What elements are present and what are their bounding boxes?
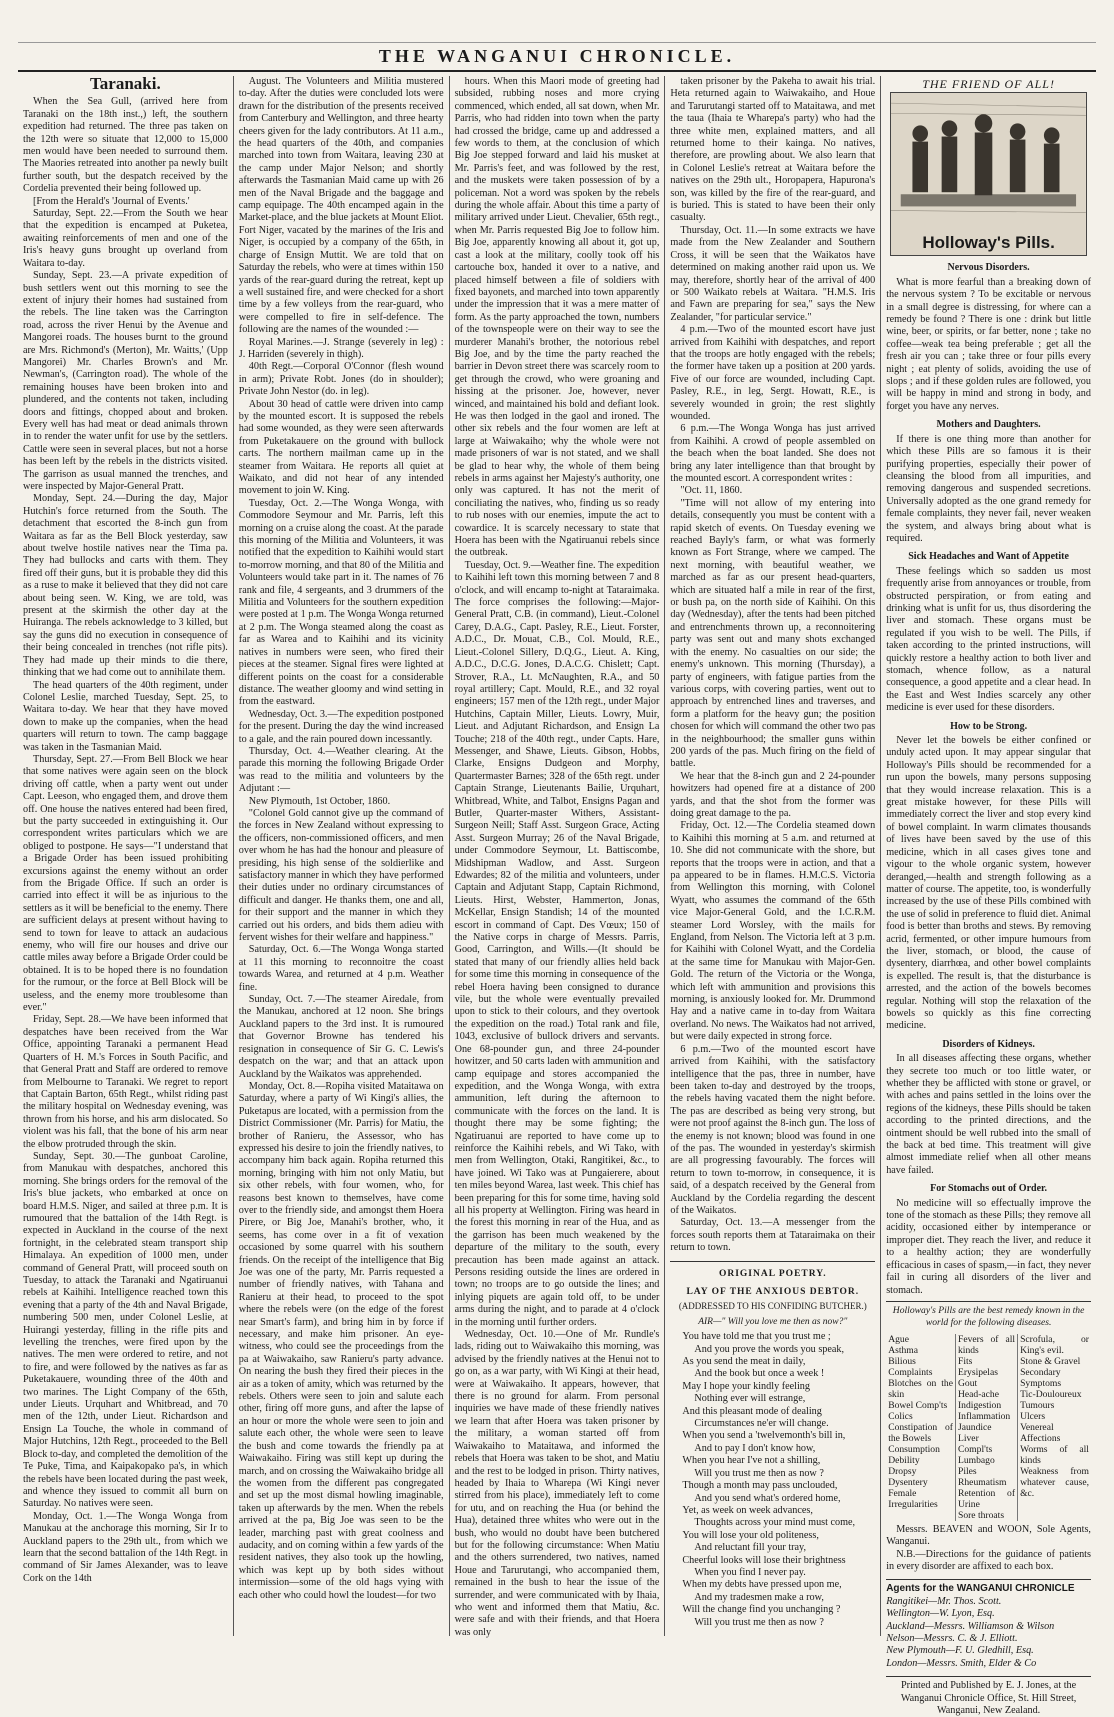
poem-line: Will you trust me then as now ? bbox=[694, 1616, 824, 1628]
article-paragraph: taken prisoner by the Pakeha to await his trial. Heta returned again to Waiwakaiho, and Houe and Tarurutangi started off to Mataitawa, and met the taua (Ihaia te Wharepa's party) who had the three white men, explained matters, and all returned home to their kainga. No natives, therefore, are prowling about. We also learn that in Colonel Leslie's retreat at Waitara before the natives on the 29th ult., Horopapera, Hapurona's son, was killed by the fire of the rear-guard, and is buried. This is stated to have been their only casualty. bbox=[670, 76, 876, 224]
article-paragraph: Saturday, Sept. 22.—From the South we hear that the expedition is encamped at Puketea, awaiting reinforcements of men and one of the Iris's heavy guns brought up overland from Waitara to-day. bbox=[23, 208, 228, 269]
disease-item: Inflammation bbox=[957, 1410, 1011, 1422]
article-paragraph: Tuesday, Oct. 9.—Weather fine. The expedition to Kaihihi left town this morning between 7 and 8 o'clock, and will encamp to-night at Tataraimaka. The force comprises the following:—Major-General Pratt, C.B. (in command), Lieut.-Colonel Carey, D.A.G., Capt. Pasley, R.E., Lieut. Forster, A.D.C., Dr. Mouat, C.B., Col. Mould, R.E., Lieut.-Colonel Sillery, D.Q.G., Lieut. A. King, A.D.C., D.C.G. Jones, D.A.C.G. Chislett; Capt. Strover, R.A., Lt. McNaughten, R.A., and 50 royal artillery; Capt. Mould, R.E., and 32 royal engineers; 157 men of the 12th regt., under Major Hutchins, Captain Miller, Lieuts. Lowry, Muir, Lieut. and Adjutant Richardson, and Ensign La Touche; 218 of the 40th regt., under Capts. Hare, Messenger, and Shawe, Lieuts. Gibson, Hobbs, Clarke, Ensigns Dudgeon and Morphy, Quartermaster Barnes; 328 of the 65th regt. under Captain Strange, Lieutenants Bailie, Urquhart, Whitbread, White, and Talbot, Ensigns Pagan and Butler, Quarter-master Withers, Assistant-Surgeon Neill; Staff Asst. Surgeon Grace, Acting Asst. Surgeon Murray; 26 of the Naval Brigade, under Commodore Seymour, Lt. Battiscombe, Midshipman Wadlow, and Asst. Surgeon Edwardes; 82 of the militia and volunteers, under Captain and Adjutant Stapp, Captain Richmond, Lieuts. Hirst, Webster, Hammerton, Jonas, McKellar, Ensign Standish; 14 of the mounted escort in command of Capt. Des Vœux; 150 of the Native corps in charge of Messrs. Parris, Good, Carrington, and Wills.—(It should be stated that many of our friendly allies held back for some time this morning in consequence of the rebel Hoera having been consigned to durance vile, but the whole were eventually prevailed upon to stick to their colours, and they overtook the expedition on the road.) Total rank and file, 1043, exclusive of bullock drivers and servants. One 68-pounder gun, and three 24-pounder howitzer, and 50 carts laden with ammunition and camp equipage and stores accompanied the expedition, and the Wonga Wonga, with extra ammunition, left during the afternoon to communicate with the forces on the land. It is thought there may be some fighting; the Ngatiruanui are reported to have come up to reinforce the Kaihihi rebels, and Wi Tako, with men from Wellington, Otaki, Rangitikei, &c., to have joined. Wi Tako was at Pungaierere, about ten miles beyond Warea, last week. This chief has been preparing for this for some time, having sold all his property at Wellington. Firing was heard in the forest this morning in rear of the Hua, and as the garrison has been much weakened by the departure of the military to the south, every precaution has been made against an attack. Persons residing outside the lines are ordered in town; no troops are to go outside the lines; and inlying piquets are again told off, to be under arms during the night, and to parade at 4 o'clock in the morning until further orders. bbox=[454, 559, 660, 1328]
poem-line: When you send a 'twelvemonth's bill in, bbox=[682, 1430, 846, 1442]
top-rule bbox=[18, 42, 1096, 43]
poem-line: When you hear I've not a shilling, bbox=[682, 1455, 821, 1467]
disease-item: Rheumatism bbox=[957, 1476, 1007, 1488]
article-paragraph: 40th Regt.—Corporal O'Connor (flesh wound in arm); Private Robt. Jones (do in shoulder); Private John Nestor (do. in leg). bbox=[238, 361, 444, 398]
disease-item: Head-ache bbox=[957, 1388, 999, 1400]
advert-section-title: Nervous Disorders. bbox=[947, 262, 1030, 274]
article-paragraph: Royal Marines.—J. Strange (severely in leg) : J. Harriden (severely in thigh). bbox=[238, 336, 444, 360]
disease-item: Ague bbox=[888, 1333, 909, 1345]
disease-item: Female Irregularities bbox=[888, 1487, 938, 1510]
disease-item: Secondary Symptoms bbox=[1020, 1366, 1062, 1389]
disease-item: Weakness from whatever cause, &c. bbox=[1020, 1465, 1089, 1499]
disease-item: Fits bbox=[957, 1355, 973, 1367]
article-paragraph: 6 p.m.—The Wonga Wonga has just arrived from Kaihihi. A crowd of people assembled on the beach when the boat landed. She does not bring any later intelligence than that brought by the mounted escort. A correspondent writes : bbox=[670, 423, 876, 484]
poem-line: Thoughts across your mind must come, bbox=[694, 1517, 856, 1529]
poem-line: Cheerful looks will lose their brightness bbox=[682, 1554, 846, 1566]
poem-line: Will you trust me then as now ? bbox=[694, 1467, 824, 1479]
disease-item: Erysipelas bbox=[957, 1366, 998, 1378]
poem-line: And this pleasant mode of dealing bbox=[682, 1405, 822, 1417]
advert-section-text: In all diseases affecting these organs, whether they secrete too much or too little water, or whether they be afflicted with stone or gravel, or with aches and pains settled in the loins over the regions of the kidneys, these Pills should be taken according to the printed directions, and the ointment should be well rubbed into the small of the back at bed time. This treatment will give almost immediate relief when all other means have failed. bbox=[886, 1053, 1091, 1176]
agent-entry: Nelson—Messrs. C. & J. Elliott. bbox=[886, 1632, 1018, 1644]
poem bbox=[670, 1331, 875, 1629]
printer-imprint: Printed and Published by E. J. Jones, at the Wanganui Chronicle Office, St. Hill Street, Wanganui, New Zealand. bbox=[886, 1676, 1091, 1717]
poem-line: Circumstances ne'er will change. bbox=[694, 1418, 829, 1430]
article-paragraph: Thursday, Oct. 11.—In some extracts we have made from the New Zealander and Southern Cross, it will be seen that the Waikatos have determined on making another raid upon us. We may, therefore, shortly hear of the arrival of 400 or 500 Waikato rebels at Waitara. "H.M.S. Iris and Fawn are preparing for sea," says the New Zealander, "for particular service." bbox=[670, 224, 876, 323]
masthead-rule bbox=[18, 70, 1096, 72]
disease-item: Tumours bbox=[1020, 1399, 1055, 1411]
advert-section-text: If there is one thing more than another for which these Pills are so famous it is their purifying properties, especially their power of cleansing the blood from all impurities, and removing dangerous and suspended secretions. Universally adopted as the one grand remedy for female complaints, they never fail, never weaken the system, and always bring about what is required. bbox=[886, 433, 1091, 544]
poem-line: Nothing ever will estrange, bbox=[694, 1393, 806, 1405]
poem-line: And reluctant fill your tray, bbox=[694, 1542, 807, 1554]
article-paragraph: Wednesday, Oct. 3.—The expedition postponed for the present. During the day the wind increased to a gale, and the rain poured down incessantly. bbox=[238, 708, 444, 745]
article-paragraph: Friday, Sept. 28.—We have been informed that despatches have been received from the War Office, appointing Taranaki a permanent Head Quarters of H. M.'s Forces in South Pacific, and that General Pratt and Staff are ordered to remove from Melbourne to Taranaki. We regret to report that Captain Barton, 65th Regt., whilst riding past the military hospital on Wednesday evening, was thrown from his horse, and his arm dislocated. So violent was his fall, that the bone of his arm near the elbow protruded through the skin. bbox=[23, 1014, 228, 1150]
article-paragraph: Thursday, Sept. 27.—From Bell Block we hear that some natives were again seen on the block driving off cattle, when a party went out under Capt. Leeson, who engaged them, and drove them off. One house the natives entered had been fired, but the party succeeded in extinguishing it. Our correspondent writes particulars which we are obliged to postpone. He says—"I understand that a Brigade Order has been issued prohibiting excursions against the enemy without an order from the Brigade Office. If such an order is carried into effect it will be as injurious to the settlers as it will be beneficial to the enemy. There are sufficient delays at present without having to send to town for leave to attack an audacious enemy, who will fire our houses and drive our cattle miles away before a Brigade Order could be obtained. It is to be hoped there is no foundation for the rumour, or the force at Bell Block will be useless, and the enemy more troublesome than ever." bbox=[23, 753, 228, 1014]
columns bbox=[18, 74, 1096, 1716]
agent-entry: Auckland—Messrs. Williamson & Wilson bbox=[886, 1620, 1055, 1632]
crowd-engraving-icon bbox=[891, 93, 1086, 255]
disease-item: Jaundice bbox=[957, 1421, 992, 1433]
poem-line: As you send the meat in daily, bbox=[682, 1356, 806, 1368]
article-paragraph: Sunday, Oct. 7.—The steamer Airedale, from the Manukau, anchored at 12 noon. She brings Auckland papers to the 3rd inst. It is rumoured that Governor Browne has tendered his resignation in consequence of Sir G. C. Lewis's despatch on the war; and that an attack upon Auckland by the Waikatos was apprehended. bbox=[238, 994, 444, 1080]
poem-line: When my debts have pressed upon me, bbox=[682, 1579, 842, 1591]
disease-item: Colics bbox=[888, 1410, 913, 1422]
article-paragraph: Saturday, Oct. 6.—The Wonga Wonga started at 11 this morning to reconnoitre the coast towards Warea, and returned at 4 p.m. Weather fine. bbox=[238, 944, 444, 993]
article-paragraph: We hear that the 8-inch gun and 2 24-pounder howitzers had opened fire at a distance of 200 yards, and that the shot from the former was doing great damage to the pa. bbox=[670, 770, 876, 819]
column-3-body bbox=[455, 76, 660, 1639]
poem-air: AIR—" Will you love me then as now?" bbox=[698, 1316, 848, 1327]
disease-item: Constipation of the Bowels bbox=[888, 1421, 953, 1444]
article-paragraph: Sunday, Sept. 30.—The gunboat Caroline, from Manukau with despatches, anchored this morning. She brings orders for the removal of the Iris's blue jackets, who embarked at once on board H.M.S. Niger, and sailed at three p.m. It is rumoured that the battalion of the 14th Regt. is expected in Auckland in the course of the next fortnight, in the celebrated steam transport ship Himalaya. An expedition of 1000 men, under command of General Pratt, will proceed south on Tuesday, to attack the Taranaki and Ngatiruanui rebels at Kaihihi. Intelligence reached town this evening that a party of the 4th and Naval Brigade, numbering 500 men, under Colonel Leslie, at Huirangi yesterday, filling in the rifle pits and levelling the trenches, were fired upon by the natives. The men were ordered to retire, and not to fire, and were followed by the natives as far as Puketakauere, wounding three of the 40th and two marines. The Light Company of the 65th, under Lieuts. Urquhart and Whitbread, and 70 men of the 12th, under Lieut. Richardson and Ensign La Touche, the whole in command of Major Hutchins, 12th Regt., proceeded to the Bell Block to-day, and completed the demolition of the Te Puke, Tima, and Kaipakopako pa's, in which the rebels have been located during the past week, and whence they issued to commit all burn on Saturday. No natives were seen. bbox=[23, 1150, 228, 1510]
illustration-title: Holloway's Pills. bbox=[922, 233, 1055, 252]
disease-item: Scrofula, or King's evil. bbox=[1020, 1333, 1089, 1356]
advert-section-title: Sick Headaches and Want of Appetite bbox=[908, 551, 1069, 563]
poem-line: And my tradesmen make a row, bbox=[694, 1591, 824, 1603]
diseases-column-3 bbox=[1018, 1334, 1091, 1521]
poem-line: And the book but once a week ! bbox=[694, 1368, 825, 1380]
article-paragraph: Tuesday, Oct. 2.—The Wonga Wonga, with Commodore Seymour and Mr. Parris, left this morning on a cruise along the coast. At the parade this morning of the Militia and Volunteers, it was notified that the expedition to Kaihihi would start to-morrow morning, and that 80 of the Militia and Volunteers would take part in it. The names of 76 rank and file, 4 sergeants, and 3 drummers of the Militia and Volunteers for the southern expedition were posted at 1 p.m. The Wonga Wonga returned at 2 p.m. The Wonga steamed along the coast as far as Warea and to Kaihihi and its vicinity natives in numbers were seen, who fired their pieces at the steamer. Signal fires were lighted at different points on the coast for a considerable distance. The weather gloomy and wind setting in from the eastward. bbox=[238, 497, 444, 708]
disease-item: Debility bbox=[888, 1454, 920, 1466]
advert-section-text: These feelings which so sadden us most frequently arise from annoyances or trouble, from obstructed perspiration, or from eating and drinking what is unfit for us, thus disordering the liver and stomach. These organs must be regulated if you wish to be well. The Pills, if taken according to the printed instructions, will quickly restore a healthy action to both liver and stomach, whence follow, as a natural consequence, a good appetite and a clear head. In the East and West Indies scarcely any other medicine is ever used for these disorders. bbox=[886, 565, 1091, 714]
masthead: THE WANGANUI CHRONICLE. bbox=[378, 46, 736, 66]
column-3 bbox=[450, 76, 666, 1636]
article-paragraph: August. The Volunteers and Militia mustered to-day. After the duties were concluded lots were drawn for the distribution of the presents received from Canterbury and Wellington, and three hearty cheers given for the lady contributors. At 11 a.m., the head quarters of the 40th, and companies marched into town from Waitara, leaving 230 at the camp under Major Nelson; and shortly afterwards the Tasmanian Maid came up with 26 men of the Naval Brigade and the baggage and camp equipage. The 40th encamped again in the Market-place, and the blue jackets at Mount Eliot. Fort Niger, vacated by the marines of the Iris and Niger, is occupied by a company of the 65th, in charge of Ensign Muttit. We are told that on Saturday the rebels, who were at times within 150 yards of the rear-guard during the retreat, kept up a well sustained fire, and were checked for a short time by a few volleys from the rear-guard, who were compelled to fire in self-defence. The following are the names of the wounded :— bbox=[238, 76, 444, 336]
column-2-body bbox=[239, 76, 444, 1602]
poem-line: Yet, as week on week advances, bbox=[682, 1504, 813, 1516]
disease-item: Dropsy bbox=[888, 1465, 917, 1477]
poem-line: And you prove the words you speak, bbox=[694, 1343, 845, 1355]
article-paragraph: Friday, Oct. 12.—The Cordelia steamed down to Kaihihi this morning at 5 a.m. and returned at 10. She did not communicate with the shore, but reports that the troops were in action, and that a pa appeared to be in flames. H.M.C.S. Victoria from Wellington this morning, with Colonel Wyatt, who assumes the command of the 65th vice Major-General Gold, and the I.C.R.M. steamer Lord Worsley, with the mails for England, from Nelson. The Victoria left at 3 p.m. for Kaihihi with Colonel Wyatt, and the Cordelia at the same time for Manukau with Major-Gen. Gold. The return of the Victoria or the Wonga, which left with ammunition and provisions this morning, is anxiously looked for. Mr. Drummond Hay and a native came in to-day from Waitara overland. No news. The Waikatos had not arrived, but were daily expected in strong force. bbox=[670, 820, 876, 1043]
disease-item: Bowel Comp'ts bbox=[888, 1399, 948, 1411]
poem-line: May I hope your kindly feeling bbox=[682, 1380, 810, 1392]
agents-heading: Agents for the WANGANUI CHRONICLE bbox=[886, 1579, 1091, 1595]
article-paragraph: "Oct. 11, 1860. bbox=[680, 485, 743, 497]
article-paragraph: [From the Herald's 'Journal of Events.' bbox=[33, 195, 190, 207]
column-5 bbox=[881, 76, 1096, 1716]
advert-section-title: Disorders of Kidneys. bbox=[942, 1038, 1035, 1050]
disease-item: Retention of Urine bbox=[957, 1487, 1016, 1510]
disease-item: Ulcers bbox=[1020, 1410, 1046, 1422]
diseases-table bbox=[886, 1334, 1091, 1521]
agent-entry: London—Messrs. Smith, Elder & Co bbox=[886, 1657, 1037, 1669]
poetry-divider bbox=[670, 1261, 875, 1262]
advert-sections bbox=[886, 262, 1091, 1297]
article-paragraph: hours. When this Maori mode of greeting had subsided, rubbing noses and more crying commenced, which ended, all sat down, when Mr. Parris, who had ridden into town when the party had crossed the bridge, came up and addressed a few words to them, at the conclusion of which Big Joe stepped forward and laid his musket at Mr. Parris's feet, and was followed by the rest, and the muskets were taken possession of by a policeman. Not a word was spoken by the rebels during the whole affair. About this time a party of military arrived under Lieut. Chevalier, 65th regt., when Mr. Parris requested Big Joe to follow him. Big Joe, apparently knowing all about it, got up, cast a look at the military, coolly took off his cartouche box, handed it over to a native, and placed himself between a file of soldiers with fixed bayonets, and marched into town apparently under the impression that it was a mere matter of form. As the party approached the town, numbers of the townspeople were on their way to see the murderer Manahi's brother, the notorious rebel Big Joe, and by the time the party reached the barrier in Devon street there was scarcely room to get through the crowd, who were groaning and hissing at the prisoner. Joe, however, never winced, and maintained his bold and defiant look. He was then lodged in the gaol and ironed. The other six rebels and the four women are left at large at Waiwakaiho; why the whole were not made prisoners of war is not stated, and we shall be glad to hear why, the whole of them being rebels in arms against her Majesty's authority, one only was captured. It has not the merit of conciliating the natives, who, finding us so ready to rub noses with our enemies, impute the act to cowardice. It is scarcely necessary to state that Hoera has been with the Ngatiruanui rebels since the outbreak. bbox=[454, 76, 660, 559]
poetry-heading: ORIGINAL POETRY. bbox=[718, 1268, 827, 1279]
poem-line: You have told me that you trust me ; bbox=[682, 1331, 831, 1343]
advert-section-text: What is more fearful than a breaking down of the nervous system ? To be excitable or nervous in a small degree is distressing, for where can a remedy be found ? There is one : drink but little wine, beer, or spirits, or far better, none ; take no coffee—weak tea being preferable ; get all the fresh air you can ; take three or four pills every night ; eat plenty of solids, avoiding the use of slops ; and if these golden rules are followed, you will be happy in mind and strong in body, and forget you have any nerves. bbox=[886, 276, 1091, 412]
disease-item: Asthma bbox=[888, 1344, 919, 1356]
poem-title: LAY OF THE ANXIOUS DEBTOR. bbox=[686, 1287, 860, 1297]
column-2 bbox=[234, 76, 450, 1636]
agent-entry: New Plymouth—F. U. Gledhill, Esq. bbox=[886, 1645, 1034, 1657]
agent-entry: Wellington—W. Lyon, Esq. bbox=[886, 1608, 995, 1620]
article-paragraph: "Time will not allow of my entering into details, consequently you must be content with a rapid sketch of events. On Tuesday evening we reached Bayly's farm, or what was formerly known as Fort Strange, where we camped. The next morning, with beautiful weather, we marched as far as our present head-quarters, which are situated half a mile in rear of the first, or bush pa, on the north side of Kaihihi. On this day (Wednesday), after the tents had been pitched and entrenchments thrown up, a reconnoitering party was sent out and many shots exchanged with the enemy. No casualties on our side; the enemy's unknown. This morning (Thursday), a party of engineers, with fatigue parties from the various corps, with covering parties, went out to approach by entrenched lines and traverses, and form a platform for the heavy gun; the position chosen for which will command the other two pas in the neighbourhood; the smaller guns within 200 yards of the pas. Much firing on the field of battle. bbox=[670, 497, 876, 770]
poem-line: And you send what's ordered home, bbox=[694, 1492, 841, 1504]
article-paragraph: 6 p.m.—Two of the mounted escort have arrived from Kaihihi, with the satisfactory intelligence that the pas, three in number, have been taken to-day and destroyed by the troops, the rebels having vacated them the night before. The pas are described as being very strong, but were not proof against the 8-inch gun. The loss of the enemy is not known; blood was found in one of the pas. The wounded in yesterday's skirmish are all progressing favourably. The forces will return to town to-morrow, in consequence, it is said, of a despatch received by the General from Auckland by the Cordelia regarding the descent of the Waikatos. bbox=[670, 1043, 876, 1216]
article-paragraph: Monday, Oct. 8.—Ropiha visited Mataitawa on Saturday, where a party of Wi Kingi's allies, the Puketapus are located, with a permission from the District Commissioner (Mr. Parris) for Matiu, the brother of Ranieru, the Assessor, who has expressed his desire to join the friendly natives, to accompany him back again. Ropiha returned this morning, bringing with him not only Matiu, but six other rebels, with four women, who, for reasons best known to themselves, have come over to the friendly side, and amongst them Hoera Pirere, or Big Joe, Manahi's brother, who, it seems, has come over in a fit of vexation occasioned by some quarrel with his southern friends. On the receipt of the intelligence that Big Joe was one of the party, Mr. Parris requested a number of friendly natives, with Tahana and Ranieru at their head, to proceed to the spot where the rebels were (on the edge of the forest near Smart's farm), and bring him in by force if necessary, and make him prisoner. An eye-witness, who could see the proceedings from the pa at Waiwakaiho, saw Ranieru's party advance. On nearing the bush they fired their pieces in the air as a token of amity, which was returned by the rebels. Others were seen to join and salute each other, firing off more guns, and after the lapse of an hour or more the whole were seen to join and salute each other, the whole were seen to leave the bush and come towards the friendly pa at Waiwakaiho. Firing was still kept up during the march, and on crossing the Waiwakaiho bridge all the women from the different pas congregated and set up the most dismal howling imaginable, taken up afterwards by the men. When the rebels arrived at the pa, Big Joe was seen to be the leader, marching past with great coolness and audacity, and on coming within a few yards of the resident natives, they also took up the howling, which was kept up by both sides without intermission—some of the old hags vying with each other who could howl the loudest—for two bbox=[238, 1080, 444, 1601]
disease-item: Indigestion bbox=[957, 1399, 1002, 1411]
poem-line: And to pay I don't know how, bbox=[694, 1442, 816, 1454]
disease-item: Venereal Affections bbox=[1020, 1421, 1061, 1444]
advert-section-title: For Stomachs out of Order. bbox=[930, 1183, 1048, 1195]
directions-note: N.B.—Directions for the guidance of patients in every disorder are affixed to each box. bbox=[886, 1548, 1091, 1572]
holloway-illustration bbox=[890, 92, 1087, 256]
poem-line: Though a month may pass unclouded, bbox=[682, 1480, 838, 1492]
disease-item: Liver Compl'ts bbox=[957, 1432, 993, 1455]
article-paragraph: Wednesday, Oct. 10.—One of Mr. Rundle's lads, riding out to Waiwakaiho this morning, was advised by the friendly natives at the Henui not to go on, as a war party, with Wi Kingi at their head, were at Waiwakaiho. It appears, however, that there is no ground for alarm. From personal inquiries we have made of these friendly natives we learn that after Hoera was taken prisoner by the military, a woman started off from Waiwakaiho to Mataitawa, and informed the rebels that Hoera was taken to be shot, and Matiu and the rest to be lodged in prison. Thirty natives, headed by Ihaia to Wharepa (Wi Kingi never stirred from his place), immediately left to come for utu, and on reaching the Hua (or behind the Hua), detained three whites who were out in the bush, who would no doubt have been butchered but for the following circumstance: When Matiu and the others surrendered, two natives, named Houe and Tarurutangi, who accompanied them, remained in the bush to hear the issue of the surrender, and were communicated with by Ihaia, who went and informed them that Matiu, &c. were safe and with their friends, and that Hoera was only bbox=[454, 1329, 660, 1638]
article-heading: Taranaki. bbox=[90, 74, 161, 93]
disease-item: Bilious Complaints bbox=[888, 1355, 933, 1378]
disease-item: Consumption bbox=[888, 1443, 940, 1455]
article-paragraph: 4 p.m.—Two of the mounted escort have just arrived from Kaihihi with despatches, and report that the troops are hotly engaged with the rebels; the former have taken up a position at 200 yards. Five of our force are wounded, including Capt. Pasley, R.E., in leg, Sergt. Howatt, R.E., is severely wounded in groin; the rest slightly wounded. bbox=[670, 324, 876, 422]
article-paragraph: Monday, Sept. 24.—During the day, Major Hutchin's force returned from the South. The detachment that escorted the 8-inch gun from Waitara as far as the Bell Block yesterday, saw about twelve hostile natives near the Tima pa. They had bullocks and carts with them. They fired off their guns, but it is probable they did this as a ruse to make it believed that they did not care about being seen. W. King, we are told, was present at the skirmish the other day at the Huiranga. The rebels acknowledge to 3 killed, but say the guns did no execution in consequence of their being concealed in trenches (not rifle pits). They had made up their minds to die there, thinking that we had come out to annihilate them. bbox=[23, 493, 228, 679]
diseases-column-2 bbox=[955, 1334, 1017, 1521]
disease-item: Sore throats bbox=[957, 1509, 1005, 1521]
disease-item: Gout bbox=[957, 1377, 978, 1389]
article-paragraph: New Plymouth, 1st October, 1860. bbox=[248, 795, 391, 807]
advert-tagline: THE FRIEND OF ALL! bbox=[922, 77, 1055, 91]
article-paragraph: "Colonel Gold cannot give up the command of the forces in New Zealand without expressing to the officers, non-commissioned officers, and men over whom he has had the honour and pleasure of presiding, his high sense of the soldierlike and satisfactory manner in which they have performed their duties under no ordinary circumstances of difficult and danger. He thanks them, one and all, for their support and the manner in which they carried out his orders, and bids them adieu with fervent wishes for their welfare and happiness." bbox=[238, 807, 444, 944]
poem-line: You will lose your old politeness, bbox=[682, 1529, 819, 1541]
article-paragraph: Thursday, Oct. 4.—Weather clearing. At the parade this morning the following Brigade Order was read to the militia and volunteers by the Adjutant :— bbox=[238, 745, 444, 795]
diseases-intro: Holloway's Pills are the best remedy known in the world for the following diseases. bbox=[886, 1301, 1091, 1330]
article-paragraph: About 30 head of cattle were driven into camp by the mounted escort. It is supposed the rebels had some wounded, as they were seen afterwards from Puketakauere on the ground with bullock carts. The northern mailman came up in the steamer from Waitara. He reports all quiet at Waikato, and did not hear of any intended movement to join W. King. bbox=[238, 398, 444, 497]
disease-item: Blotches on the skin bbox=[888, 1377, 953, 1400]
advert-section-text: No medicine will so effectually improve the tone of the stomach as these Pills; they remove all acidity, occasioned either by intemperance or improper diet. They reach the liver, and reduce it to a healthy action; they are wonderfully efficacious in cases of spasm,—in fact, they never fail in curing all disorders of the liver and stomach. bbox=[886, 1197, 1091, 1296]
disease-item: Piles bbox=[957, 1465, 977, 1477]
poem-line: Will the change find you unchanging ? bbox=[682, 1604, 841, 1616]
column-4 bbox=[665, 76, 881, 1636]
column-1 bbox=[18, 76, 234, 1636]
article-paragraph: When the Sea Gull, (arrived here from Taranaki on the 18th inst.,) left, the southern expedition had returned. The three pas taken on the 12th were so situate that 12,000 to 15,000 men would have been needed to surround them. The Maories retreated into another pa newly built further south, but the despatch received by the Cordelia prevented their being followed up. bbox=[23, 96, 228, 195]
disease-item: Worms of all kinds bbox=[1020, 1443, 1089, 1466]
poem-subtitle: (ADDRESSED TO HIS CONFIDING BUTCHER.) bbox=[678, 1301, 867, 1312]
disease-item: Tic-Douloureux bbox=[1020, 1388, 1082, 1400]
column-4-body bbox=[670, 76, 875, 1255]
article-paragraph: Monday, Oct. 1.—The Wonga Wonga from Manukau at the anchorage this morning, Sir Ir to Auckland papers to the 29th ult., from which we learn that the second battalion of the 14th Regt. in command of Sir James Alexander, was to leave Cork on the 14th bbox=[23, 1510, 228, 1584]
disease-item: Dysentery bbox=[888, 1476, 928, 1488]
advert-section-title: Mothers and Daughters. bbox=[936, 419, 1041, 431]
advert-section-text: Never let the bowels be either confined or unduly acted upon. It may appear singular that Holloway's Pills should be recommended for a run upon the bowels, many persons supposing that they would increase relaxation. This is a great mistake however, for these Pills will immediately correct the liver and stop every kind of bowel complaint. In warm climates thousands of lives have been saved by the use of this medicine, which in all cases gives tone and vigour to the whole organic system, however deranged,—health and strength following as a matter of course. The appetite, too, is wonderfully increased by the use of these Pills combined with the use of solid in preference to fluid diet. Animal food is better than broths and stews. By removing acrid, fermented, or other impure humours from the liver, stomach, or blood, the cause of dysentery, diarrhœa, and other bowel complaints is expelled. The result is, that the disturbance is arrested, and the action of the bowels becomes regular. Nothing will stop the relaxation of the bowels so quickly as this fine correcting medicine. bbox=[886, 735, 1091, 1032]
diseases-column-1 bbox=[886, 1334, 955, 1521]
disease-item: Lumbago bbox=[957, 1454, 995, 1466]
disease-item: Fevers of all kinds bbox=[957, 1333, 1016, 1356]
sole-agents: Messrs. BEAVEN and WOON, Sole Agents, Wanganui. bbox=[886, 1523, 1091, 1548]
column-1-body bbox=[23, 96, 228, 1585]
agent-entry: Rangitikei—Mr. Thos. Scott. bbox=[886, 1595, 1002, 1607]
advert-section-title: How to be Strong. bbox=[950, 720, 1028, 732]
article-paragraph: The head quarters of the 40th regiment, under Colonel Leslie, marched Tuesday, Sept. 25, to Waitara to-day. We hear that they have moved down to make up the companies, when the head quarters will return to town. The camp baggage was taken in the Tasmanian Maid. bbox=[23, 679, 228, 753]
disease-item: Stone & Gravel bbox=[1020, 1355, 1081, 1367]
poem-line: When you find I never pay. bbox=[694, 1566, 806, 1578]
article-paragraph: Sunday, Sept. 23.—A private expedition of bush settlers went out this morning to see the extent of injury their homes had sustained from the rebels. The line taken was the Carrington road, across the river Henui by the Avenue and Mangorei roads. The houses burnt to the ground are Mrs. Richmond's (Merton), Mr. Waitts,' (Upp Mangorei) Mr. Charles Brown's and Mr. Newman's, (Carrington road). The whole of the remaining houses have been broken into and plundered, and the contents not taken, including doors and fittings, chopped about and broken. Every well has had meat or dead animals thrown in to render the water unfit for use by the settlers. Cattle were seen in several places, but not a horse has been left by the rebels in the districts visited. The garrison as usual manned the trenches, and were inspected by Major-General Pratt. bbox=[23, 270, 228, 492]
article-paragraph: Saturday, Oct. 13.—A messenger from the forces south reports them at Tataraimaka on their return to town. bbox=[670, 1217, 876, 1254]
agents-list bbox=[886, 1596, 1091, 1670]
